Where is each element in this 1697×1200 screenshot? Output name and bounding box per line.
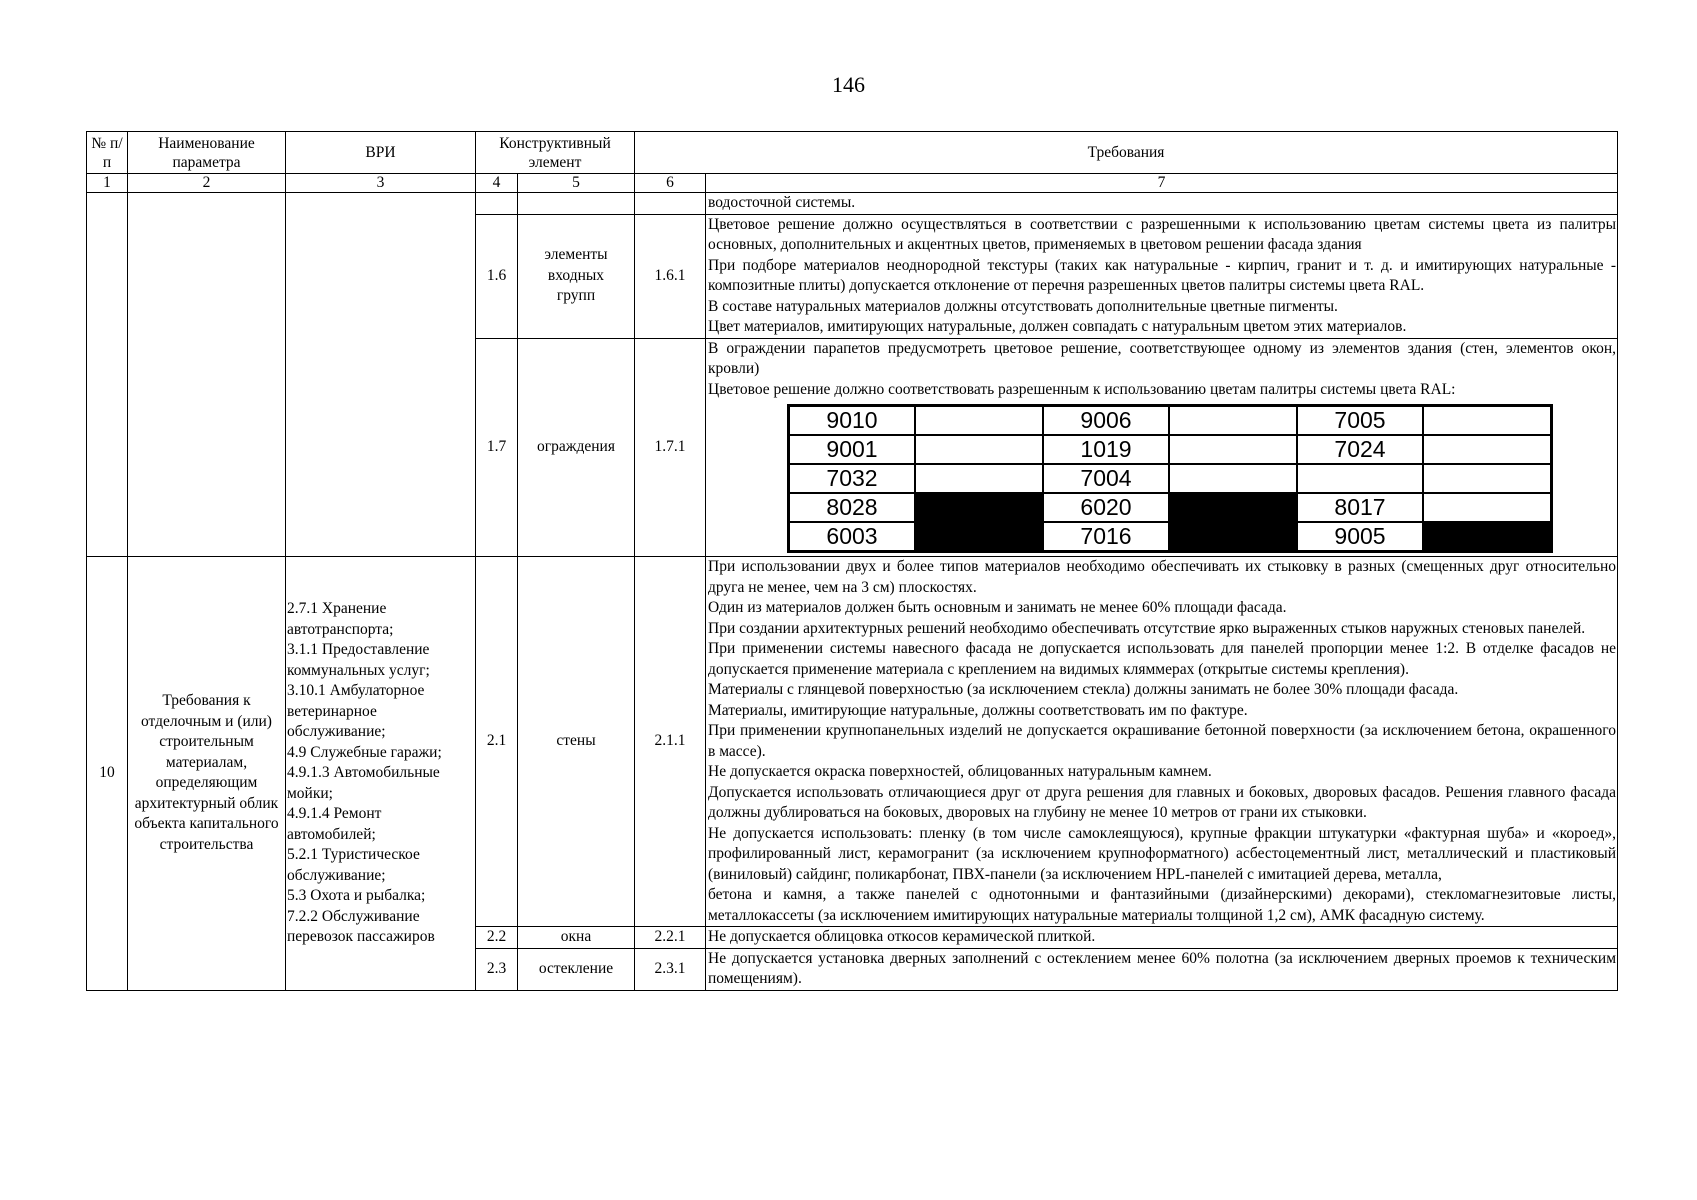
vri-item: 5.2.1 Туристическое обслуживание; [287,846,420,884]
column-number-row [87,174,1618,193]
element-name: остекление [518,948,635,990]
element-name: ограждения [518,338,635,557]
ral-swatch [1423,493,1552,522]
ral-code: 6020 [1043,493,1169,522]
vri-item: 5.3 Охота и рыбалка; [287,887,426,904]
header-requirements: Требования [635,132,1618,174]
element-code: 1.6 [476,214,518,338]
ral-row [789,406,1552,436]
element-code: 2.2 [476,927,518,949]
requirement-paragraph: При подборе материалов неоднородной текстуры (таких как натуральные - кирпич, гранит и т. д. и имитирующих натуральные - композитные плиты) допускается отклонение от перечня разрешенных цветов палитры системы цвета RAL. [708,256,1617,294]
vri-item: 4.9.1.3 Автомобильные мойки; [287,764,440,802]
ral-code: 9006 [1043,406,1169,436]
requirement-code: 2.3.1 [635,948,706,990]
col-number: 6 [635,174,706,193]
requirement-text [706,557,1618,927]
ral-row [789,464,1552,493]
ral-swatch [1169,406,1297,436]
requirement-paragraph: Цветовое решение должно осуществляться в соответствии с разрешенными к использованию цветам системы цвета из палитры основных, дополнительных и акцентных цветов, применяемых в цветовом решении фасада здания [708,215,1617,253]
requirement-paragraph: Цвет материалов, имитирующих натуральные, должен совпадать с натуральным цветом этих материалов. [708,318,1407,335]
header-num: № п/п [87,132,128,174]
ral-swatch [1423,464,1552,493]
vri-item: 7.2.2 Обслуживание перевозок пассажиров [287,907,435,945]
requirement-code: 2.2.1 [635,927,706,949]
ral-swatch [1169,493,1297,522]
element-code: 2.1 [476,557,518,927]
ral-color-table [787,404,1553,553]
ral-row [789,522,1552,552]
table-row [87,193,1618,215]
ral-swatch [1169,435,1297,464]
header-row [87,132,1618,174]
element-name: элементы входных групп [518,214,635,338]
ral-code: 9005 [1297,522,1423,552]
requirement-paragraph: При создании архитектурных решений необходимо обеспечивать отсутствие ярко выраженных стыков наружных стеновых панелей. [708,619,1586,637]
cell-empty [286,193,476,557]
header-element: Конструктивный элемент [476,132,635,174]
requirement-paragraph: Материалы, имитирующие натуральные, должны соответствовать им по фактуре. [708,701,1248,719]
ral-swatch [1423,522,1552,552]
ral-swatch [1423,435,1552,464]
ral-code [1297,464,1423,493]
ral-swatch [915,493,1043,522]
requirement-paragraph: При использовании двух и более типов материалов необходимо обеспечивать их стыковку в разных (смещенных друг относительно друга не менее, чем на 3 см) плоскостях. [708,558,1617,596]
ral-swatch [915,435,1043,464]
requirement-code: 1.6.1 [635,214,706,338]
col-number: 1 [87,174,128,193]
requirement-code: 1.7.1 [635,338,706,557]
vri-item: 3.1.1 Предоставление коммунальных услуг; [287,641,430,679]
header-param: Наименование параметра [128,132,286,174]
requirement-paragraph: В ограждении парапетов предусмотреть цветовое решение, соответствующее одному из элементов здания (стен, элементов окон, кровли) [708,339,1617,377]
ral-swatch [1423,406,1552,436]
cell-empty [87,193,128,557]
cell-empty [518,193,635,215]
element-name: стены [518,557,635,927]
ral-code: 9010 [789,406,916,436]
element-code: 2.3 [476,948,518,990]
requirement-text [706,214,1618,338]
ral-code: 9001 [789,435,916,464]
requirement-paragraph: При применении системы навесного фасада не допускается использовать для панелей пропорции менее 1:2. В отделке фасадов не допускается применение материала с креплением на видимых кляммерах (открытые системы крепления). [708,640,1617,678]
ral-swatch [1169,464,1297,493]
requirement-text: водосточной системы. [706,193,1618,215]
header-vri: ВРИ [286,132,476,174]
ral-swatch [915,406,1043,436]
ral-code: 7005 [1297,406,1423,436]
cell-empty [128,193,286,557]
table-row [87,557,1618,927]
requirement-paragraph: Цветовое решение должно соответствовать разрешенным к использованию цветам палитры системы цвета RAL: [708,380,1456,398]
col-number: 5 [518,174,635,193]
ral-code: 7032 [789,464,916,493]
ral-code: 7004 [1043,464,1169,493]
cell-empty [635,193,706,215]
requirement-paragraph: Не допускается окраска поверхностей, облицованных натуральным камнем. [708,763,1212,780]
requirement-paragraph: Не допускается использовать: пленку (в том числе самоклеящуюся), крупные фракции штукатурки «фактурная шуба» и «короед», профилированный лист, керамогранит (за исключением крупноформатного) асбестоцементный лист, металлический и пластиковый (виниловый) сайдинг, поликарбонат, ПВХ-панели (за исключением HPL-панелей с имитацией дерева, металла, [708,824,1617,883]
requirement-paragraph: При применении крупнопанельных изделий не допускается окрашивание бетонной поверхности (за исключением бетона, окрашенного в массе). [708,722,1617,760]
element-code: 1.7 [476,338,518,557]
vri-item: 4.9.1.4 Ремонт автомобилей; [287,805,382,843]
requirement-paragraph: Один из материалов должен быть основным и занимать не менее 60% площади фасада. [708,599,1287,616]
ral-swatch [1169,522,1297,552]
requirement-paragraph: бетона и камня, а также панелей с однотонными и фантазийными (дизайнерскими) декорами), стекломагнезитовые листы, металлокассеты (за исключением имитирующих натуральные материалы толщиной 1,2 см), АМК фасадную систему. [708,886,1617,924]
ral-row [789,435,1552,464]
col-number: 2 [128,174,286,193]
requirement-text: Не допускается облицовка откосов керамической плиткой. [706,927,1618,949]
ral-code: 1019 [1043,435,1169,464]
vri-item: 2.7.1 Хранение автотранспорта; [287,600,394,638]
ral-row [789,493,1552,522]
requirement-code: 2.1.1 [635,557,706,927]
requirement-text [706,338,1618,557]
requirement-text: Не допускается установка дверных заполнений с остеклением менее 60% полотна (за исключением дверных проемов к техническим помещениям). [706,948,1618,990]
ral-code: 7024 [1297,435,1423,464]
ral-swatch [915,464,1043,493]
ral-code: 7016 [1043,522,1169,552]
ral-swatch [915,522,1043,552]
ral-code: 6003 [789,522,916,552]
col-number: 4 [476,174,518,193]
requirements-table [86,131,1618,991]
row-number: 10 [87,557,128,991]
parameter-name: Требования к отделочным и (или) строительным материалам, определяющим архитектурный облик объекта капитального строительства [128,557,286,991]
requirement-paragraph: Допускается использовать отличающиеся друг от друга решения для главных и боковых, дворовых фасадов. Решения главного фасада должны дублироваться на боковых, дворовых на глубину не менее 10 метров от грани их стыковки. [708,783,1617,821]
vri-list [286,557,476,991]
ral-code: 8017 [1297,493,1423,522]
requirement-paragraph: Материалы с глянцевой поверхностью (за исключением стекла) должны занимать не более 30% площади фасада. [708,681,1459,698]
page-number: 146 [832,72,865,97]
cell-empty [476,193,518,215]
col-number: 3 [286,174,476,193]
requirement-paragraph: В составе натуральных материалов должны отсутствовать дополнительные цветные пигменты. [708,297,1338,315]
vri-item: 4.9 Служебные гаражи; [287,743,442,761]
vri-item: 3.10.1 Амбулаторное ветеринарное обслуживание; [287,682,425,740]
element-name: окна [518,927,635,949]
col-number: 7 [706,174,1618,193]
ral-code: 8028 [789,493,916,522]
